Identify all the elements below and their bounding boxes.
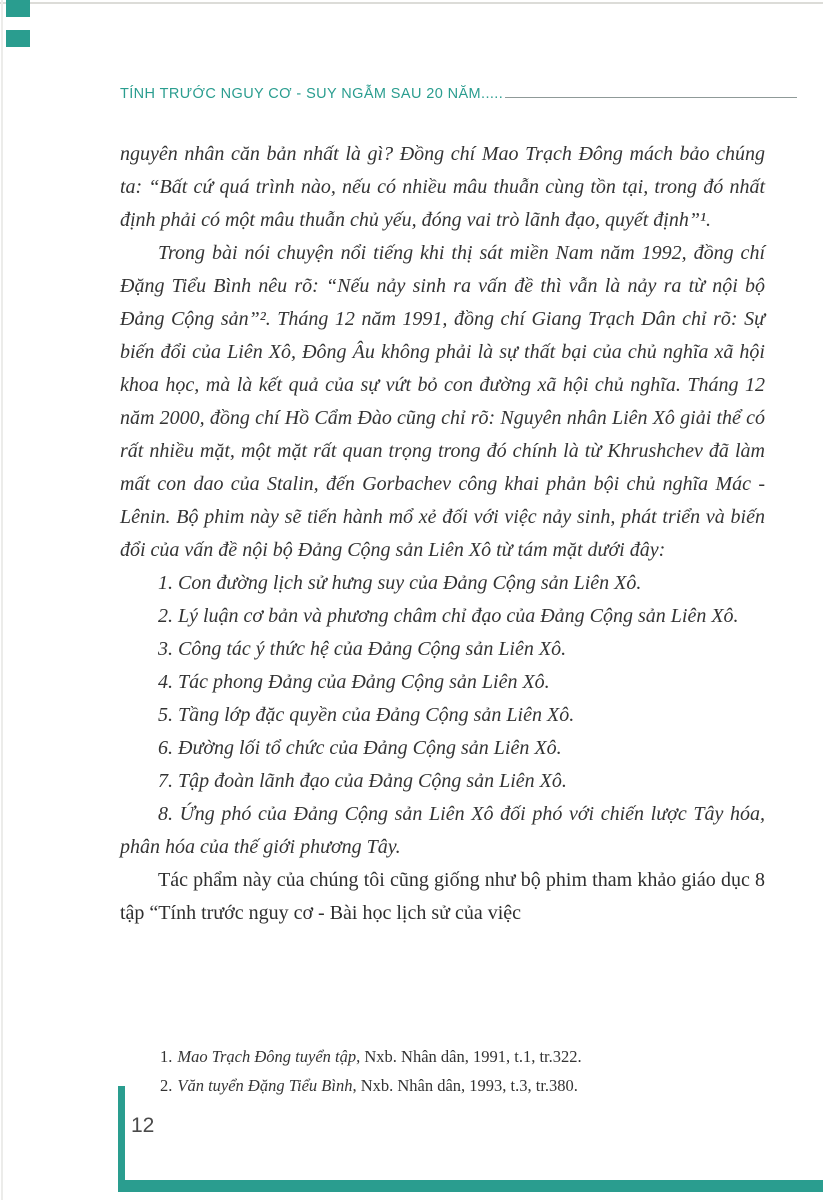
list-item-4: 4. Tác phong Đảng của Đảng Cộng sản Liên Xô. <box>158 671 550 693</box>
running-header <box>120 86 797 102</box>
footnote-number: 2. <box>160 1076 173 1095</box>
footnotes <box>120 1042 765 1100</box>
footnote-book-title: Mao Trạch Đông tuyển tập <box>177 1047 357 1066</box>
bottom-accent-vertical-bar <box>118 1086 125 1180</box>
accent-square-bottom <box>6 30 30 47</box>
header-rule <box>505 97 797 98</box>
footnote-number: 1. <box>160 1047 173 1066</box>
paragraph: Trong bài nói chuyện nổi tiếng khi thị sát miền Nam năm 1992, đồng chí Đặng Tiểu Bình nêu rõ: “Nếu nảy sinh ra vấn đề thì vẫn là nảy ra từ nội bộ Đảng Cộng sản”². Tháng 12 năm 1991, đồng chí Giang Trạch Dân chỉ rõ: Sự biến đổi của Liên Xô, Đông Âu không phải là sự thất bại của chủ nghĩa xã hội khoa học, mà là kết quả của sự vứt bỏ con đường xã hội chủ nghĩa. Tháng 12 năm 2000, đồng chí Hồ Cẩm Đào cũng chỉ rõ: Nguyên nhân Liên Xô giải thể có rất nhiều mặt, một mặt rất quan trọng trong đó chính là từ Khrushchev đã làm mất con dao của Stalin, đến Gorbachev công khai phản bội chủ nghĩa Mác - Lênin. Bộ phim này sẽ tiến hành mổ xẻ đối với việc nảy sinh, phát triển và biến đổi của vấn đề nội bộ Đảng Cộng sản Liên Xô từ tám mặt dưới đây: <box>120 242 765 561</box>
list-item-8: 8. Ứng phó của Đảng Cộng sản Liên Xô đối phó với chiến lược Tây hóa, phân hóa của thế giới phương Tây. <box>120 803 765 858</box>
paragraph-closing: Tác phẩm này của chúng tôi cũng giống như bộ phim tham khảo giáo dục 8 tập “Tính trước nguy cơ - Bài học lịch sử của việc <box>120 869 765 924</box>
page-number: 12 <box>131 1114 155 1137</box>
scan-edge-top <box>0 2 823 4</box>
footnote-detail: , Nxb. Nhân dân, 1991, t.1, tr.322. <box>356 1047 582 1066</box>
footnote-1 <box>160 1042 765 1071</box>
body-text <box>120 138 765 930</box>
footnote-2 <box>160 1071 765 1100</box>
bottom-accent-horizontal-bar <box>118 1180 823 1192</box>
footnote-detail: , Nxb. Nhân dân, 1993, t.3, tr.380. <box>352 1076 578 1095</box>
list-item-3: 3. Công tác ý thức hệ của Đảng Cộng sản Liên Xô. <box>158 638 567 660</box>
footnote-book-title: Văn tuyển Đặng Tiểu Bình <box>177 1076 353 1095</box>
list-item-6: 6. Đường lối tổ chức của Đảng Cộng sản Liên Xô. <box>158 737 562 759</box>
scan-edge-left <box>1 0 3 1200</box>
corner-decoration <box>6 0 30 60</box>
list-item-1: 1. Con đường lịch sử hưng suy của Đảng Cộng sản Liên Xô. <box>158 572 642 594</box>
list-item-7: 7. Tập đoàn lãnh đạo của Đảng Cộng sản Liên Xô. <box>158 770 567 792</box>
list-item-2: 2. Lý luận cơ bản và phương châm chỉ đạo của Đảng Cộng sản Liên Xô. <box>158 605 739 627</box>
paragraph-continuation: nguyên nhân căn bản nhất là gì? Đồng chí Mao Trạch Đông mách bảo chúng ta: “Bất cứ quá trình nào, nếu có nhiều mâu thuẫn cùng tồn tại, trong đó nhất định phải có một mâu thuẫn chủ yếu, đóng vai trò lãnh đạo, quyết định”¹. <box>120 143 765 231</box>
accent-square-top <box>6 0 30 17</box>
running-header-title: TÍNH TRƯỚC NGUY CƠ - SUY NGẪM SAU 20 NĂM..... <box>120 86 504 102</box>
list-item-5: 5. Tầng lớp đặc quyền của Đảng Cộng sản Liên Xô. <box>158 704 575 726</box>
